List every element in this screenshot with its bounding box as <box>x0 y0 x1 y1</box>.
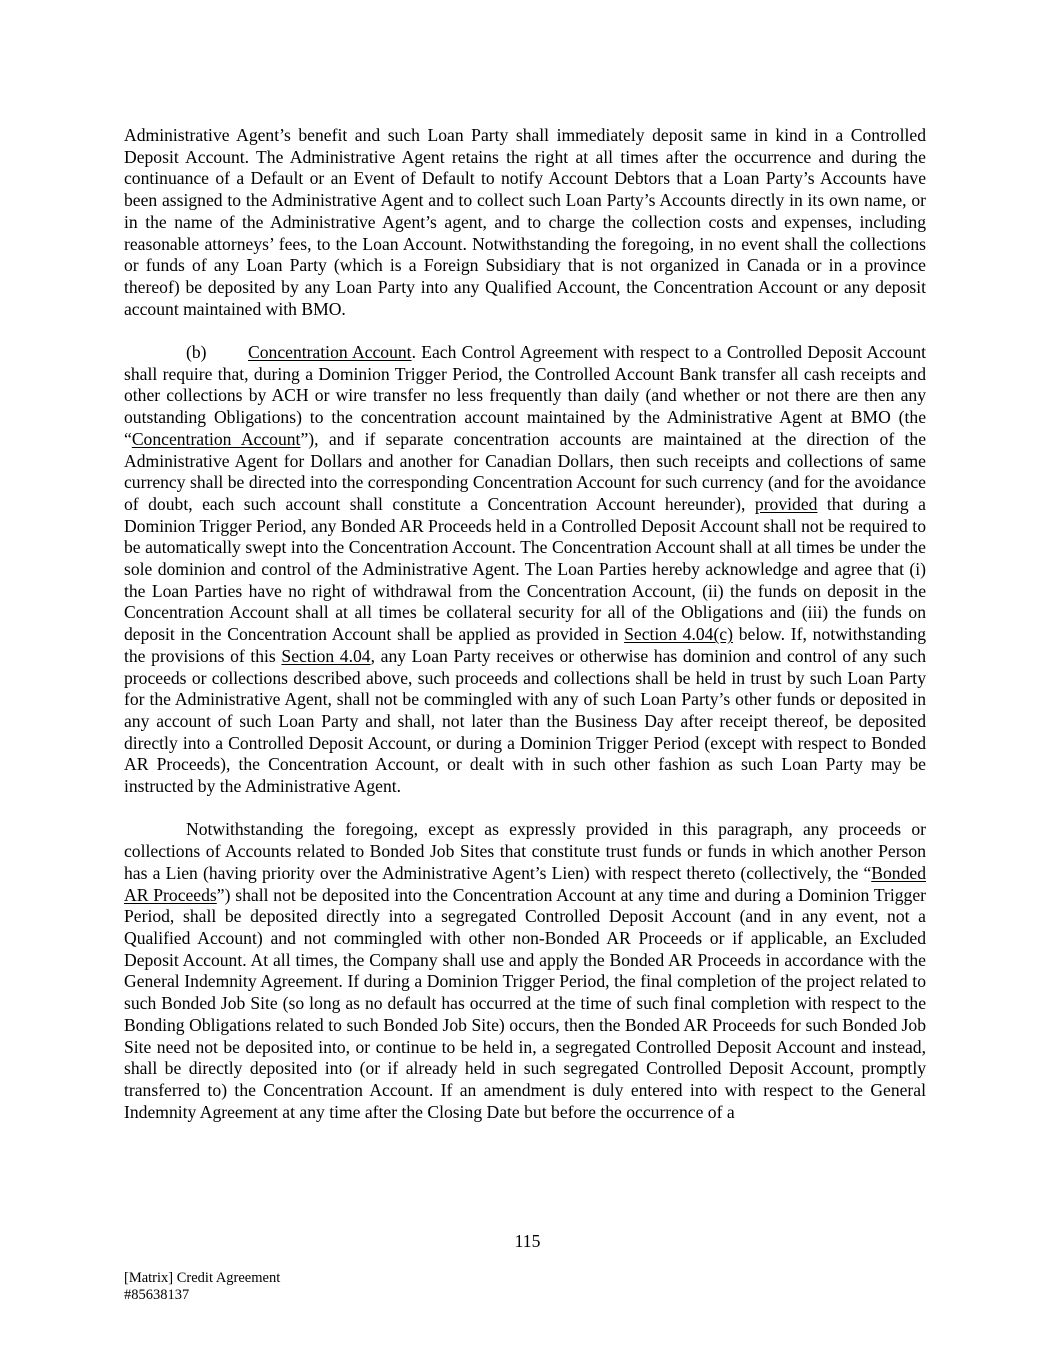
section-cross-reference: Section 4.04 <box>281 645 371 666</box>
paragraph-spacer <box>124 798 926 820</box>
page-number: 115 <box>514 1231 541 1251</box>
proviso-term: provided <box>754 493 818 514</box>
clause-label: (b) <box>186 342 207 363</box>
section-cross-reference: Section 4.04(c) <box>624 624 733 645</box>
paragraph-bonded-ar-proceeds <box>124 819 926 1123</box>
paragraph-continuation <box>124 125 926 320</box>
paragraph-spacer <box>124 320 926 342</box>
paragraph-text: ”) shall not be deposited into the Concentration Account at any time and during a Dominion Trigger Period, shall be deposited directly into a segregated Controlled Deposit Account (and in any event, not a Qualified Account) and not commingled with other non-Bonded AR Proceeds or if applicable, an Excluded Deposit Account. At all times, the Company shall use and apply the Bonded AR Proceeds in accordance with the General Indemnity Agreement. If during a Dominion Trigger Period, the final completion of the project related to such Bonded Job Site (so long as no default has occurred at the time of such final completion with respect to the Bonding Obligations related to such Bonded Job Site) occurs, then the Bonded AR Proceeds for such Bonded Job Site need not be deposited into, or continue to be held in, a segregated Controlled Deposit Account and instead, shall be directly deposited into (or if already held in such segregated Controlled Deposit Account, promptly transferred to) the Concentration Account. If an amendment is duly entered into with respect to the General Indemnity Agreement at any time after the Closing Date but before the occurrence of a <box>124 884 926 1122</box>
paragraph-text: Administrative Agent’s benefit and such Loan Party shall immediately deposit same in kind in a Controlled Deposit Account. The Administrative Agent retains the right at all times after the occurrence and during the continuance of a Default or an Event of Default to notify Account Debtors that a Loan Party’s Accounts have been assigned to the Administrative Agent and to collect such Loan Party’s Accounts directly in its own name, or in the name of the Administrative Agent’s agent, and to charge the collection costs and expenses, including reasonable attorneys’ fees, to the Loan Account. Notwithstanding the foregoing, in no event shall the collections or funds of any Loan Party (which is a Foreign Subsidiary that is not organized in Canada or in a province thereof) be deposited by any Loan Party into any Qualified Account, the Concentration Account or any deposit account maintained with BMO. <box>124 125 926 319</box>
defined-term: Bonded AR Proceeds <box>124 862 926 905</box>
section-heading: Concentration Account <box>248 342 412 363</box>
paragraph-text: , any Loan Party receives or otherwise has dominion and control of any such proceeds or collections described above, such proceeds and collections shall be held in trust by such Loan Party for the Administrative Agent, shall not be commingled with any of such Loan Party’s other funds or deposited in any account of such Loan Party and shall, not later than the Business Day after receipt thereof, be deposited directly into a Controlled Deposit Account, or during a Dominion Trigger Period (except with respect to Bonded AR Proceeds), the Concentration Account, or dealt with in such other fashion as such Loan Party may be instructed by the Administrative Agent. <box>124 645 926 797</box>
footer-document-id: #85638137 <box>124 1287 190 1303</box>
footer-document-title: [Matrix] Credit Agreement <box>124 1270 281 1286</box>
document-body <box>124 125 926 1123</box>
paragraph-text: below. If, notwithstanding the provisions of this <box>124 624 926 666</box>
paragraph-text: . Each Control Agreement with respect to a Controlled Deposit Account shall require that, during a Dominion Trigger Period, the Controlled Account Bank transfer all cash receipts and other collections by ACH or wire transfer no less frequently than daily (and whether or not there are then any outstanding Obligations) to the concentration account maintained by the Administrative Agent at BMO (the “ <box>124 342 926 449</box>
paragraph-text: ”), and if separate concentration accounts are maintained at the direction of the Administrative Agent for Dollars and another for Canadian Dollars, then such receipts and collections of same currency shall be directed into the corresponding Concentration Account for such currency (and for the avoidance of doubt, each such account shall constitute a Concentration Account hereunder), <box>124 428 927 514</box>
paragraph-text: Notwithstanding the foregoing, except as expressly provided in this paragraph, any proceeds or collections of Accounts related to Bonded Job Sites that constitute trust funds or funds in which another Person has a Lien (having priority over the Administrative Agent’s Lien) with respect thereto (collectively, the “ <box>124 819 926 883</box>
page-footer <box>124 1270 280 1304</box>
defined-term: Concentration Account <box>131 428 301 449</box>
paragraph-concentration-account <box>124 342 926 798</box>
paragraph-text: that during a Dominion Trigger Period, any Bonded AR Proceeds held in a Controlled Deposit Account shall not be required to be automatically swept into the Concentration Account. The Concentration Account shall at all times be under the sole dominion and control of the Administrative Agent. The Loan Parties hereby acknowledge and agree that (i) the Loan Parties have no right of withdrawal from the Concentration Account, (ii) the funds on deposit in the Concentration Account shall at all times be collateral security for all of the Obligations and (iii) the funds on deposit in the Concentration Account shall be applied as provided in <box>124 493 926 645</box>
